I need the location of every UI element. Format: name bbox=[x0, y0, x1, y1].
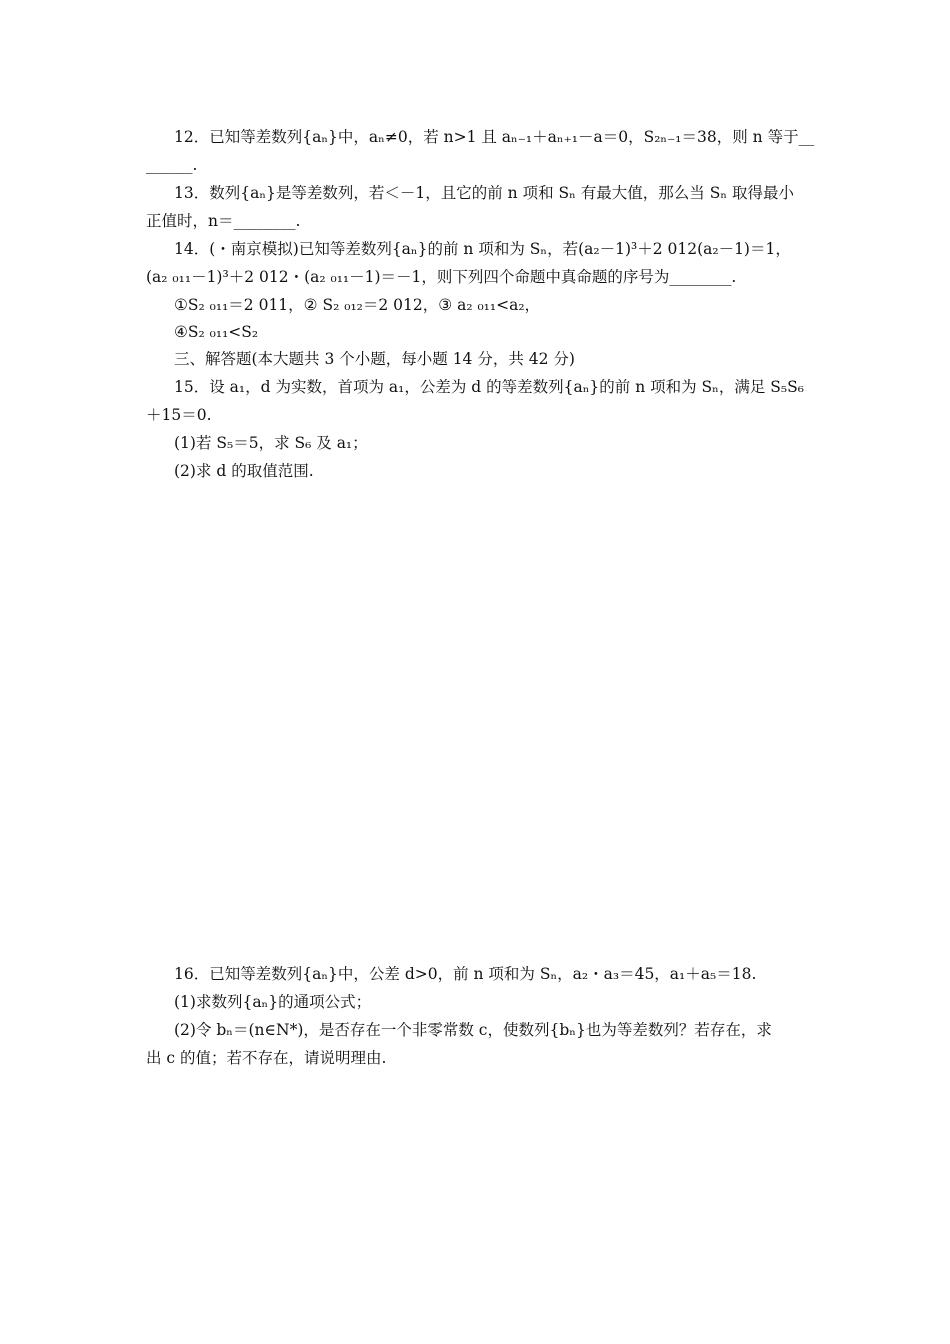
problem-14-line-2: (a₂ ₀₁₁－1)³＋2 012・(a₂ ₀₁₁－1)＝－1，则下列四个命题中真命题的序号为________. bbox=[146, 268, 737, 286]
section-heading: 三、解答题(本大题共 3 个小题，每小题 14 分，共 42 分) bbox=[174, 350, 575, 368]
problem-13-line-1: 13．数列{aₙ}是等差数列，若＜－1，且它的前 n 项和 Sₙ 有最大值，那么当 Sₙ 取得最小 bbox=[174, 184, 794, 202]
problem-16-part-2-line-1: (2)令 bₙ＝(n∈N*)，是否存在一个非零常数 c，使数列{bₙ}也为等差数列？若存在，求 bbox=[174, 1021, 772, 1039]
problem-12-line-1: 12．已知等差数列{aₙ}中，aₙ≠0，若 n>1 且 aₙ₋₁＋aₙ₊₁－a＝0，S₂ₙ₋₁＝38，则 n 等于__ bbox=[174, 128, 815, 146]
problem-15-part-1: (1)若 S₅＝5，求 S₆ 及 a₁； bbox=[174, 434, 368, 452]
problem-15-line-1: 15．设 a₁，d 为实数，首项为 a₁，公差为 d 的等差数列{aₙ}的前 n 项和为 Sₙ，满足 S₅S₆ bbox=[174, 378, 804, 396]
problem-15-line-2: ＋15＝0. bbox=[146, 406, 212, 424]
problem-16-part-1: (1)求数列{aₙ}的通项公式； bbox=[174, 993, 372, 1011]
problem-15-part-2: (2)求 d 的取值范围. bbox=[174, 462, 314, 480]
problem-14-options-2: ④S₂ ₀₁₁<S₂ bbox=[174, 323, 259, 341]
problem-16-line-1: 16．已知等差数列{aₙ}中，公差 d>0，前 n 项和为 Sₙ，a₂・a₃＝45，a₁＋a₅＝18. bbox=[174, 965, 757, 983]
problem-12-line-2: ______. bbox=[146, 156, 198, 174]
problem-13-line-2: 正值时，n＝________. bbox=[146, 212, 301, 230]
problem-14-line-1: 14．(・南京模拟)已知等差数列{aₙ}的前 n 项和为 Sₙ，若(a₂－1)³＋2 012(a₂－1)＝1， bbox=[174, 240, 791, 258]
problem-16-part-2-line-2: 出 c 的值；若不存在，请说明理由. bbox=[146, 1049, 387, 1067]
problem-14-options-1: ①S₂ ₀₁₁＝2 011，② S₂ ₀₁₂＝2 012，③ a₂ ₀₁₁<a₂， bbox=[174, 296, 541, 314]
